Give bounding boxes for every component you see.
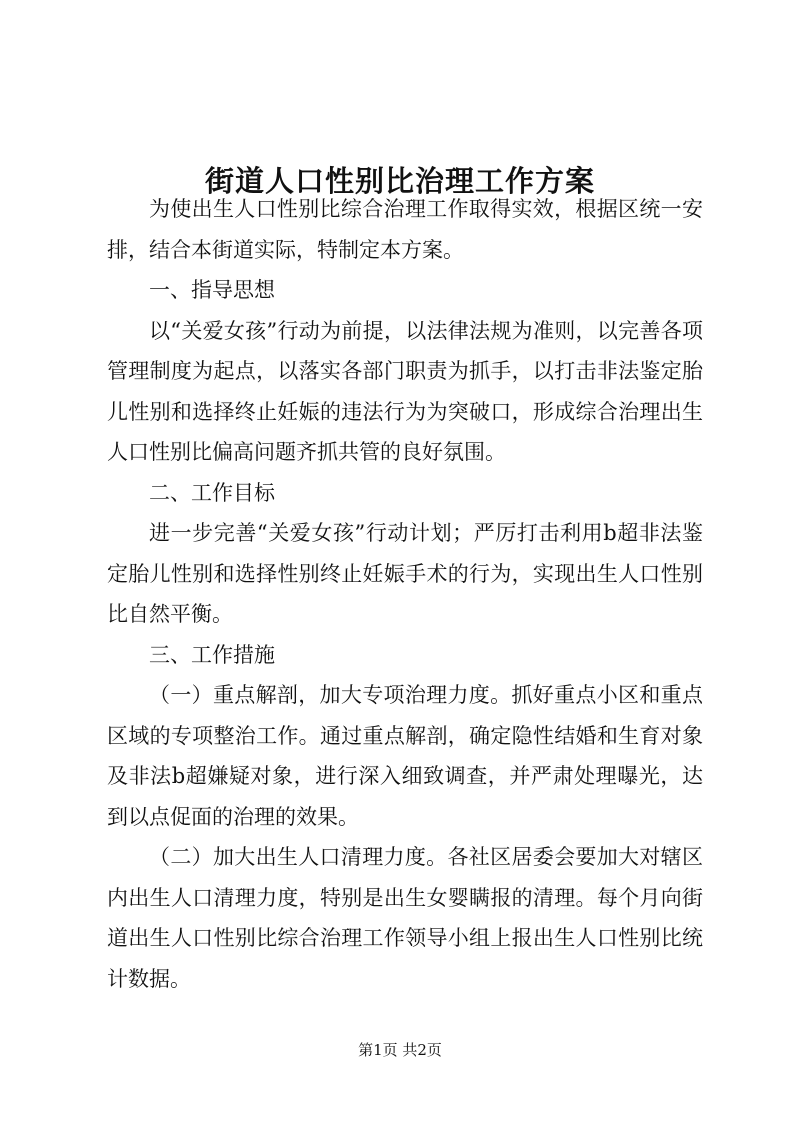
- section-heading-work-measures: 三、工作措施: [149, 642, 275, 667]
- document-body: [107, 189, 703, 999]
- paragraph-intro: 为使出生人口性别比综合治理工作取得实效，根据区统一安排，结合本街道实际，特制定本方案。: [107, 197, 703, 262]
- section-heading-guiding-ideology: 一、指导思想: [149, 278, 275, 302]
- paragraph-guiding-ideology: 以“关爱女孩”行动为前提，以法律法规为准则，以完善各项管理制度为起点，以落实各部门职责为抓手，以打击非法鉴定胎儿性别和选择终止妊娠的违法行为为突破口，形成综合治理出生人口性别比偏高问题齐抓共管的良好氛围。: [107, 318, 703, 464]
- paragraph-measure-1: （一）重点解剖，加大专项治理力度。抓好重点小区和重点区域的专项整治工作。通过重点解剖，确定隐性结婚和生育对象及非法b超嫌疑对象，进行深入细致调查，并严肃处理曝光，达到以点促面的治理的效果。: [107, 683, 703, 829]
- paragraph-work-goals: 进一步完善“关爱女孩”行动计划；严厉打击利用b超非法鉴定胎儿性别和选择性别终止妊娠手术的行为，实现出生人口性别比自然平衡。: [107, 521, 703, 626]
- section-heading-work-goals: 二、工作目标: [149, 480, 275, 505]
- page-number-footer: 第1页 共2页: [358, 1041, 442, 1059]
- paragraph-measure-2: （二）加大出生人口清理力度。各社区居委会要加大对辖区内出生人口清理力度，特别是出生女婴瞒报的清理。每个月向街道出生人口性别比综合治理工作领导小组上报出生人口性别比统计数据。: [107, 845, 703, 991]
- document-title: 街道人口性别比治理工作方案: [204, 164, 595, 199]
